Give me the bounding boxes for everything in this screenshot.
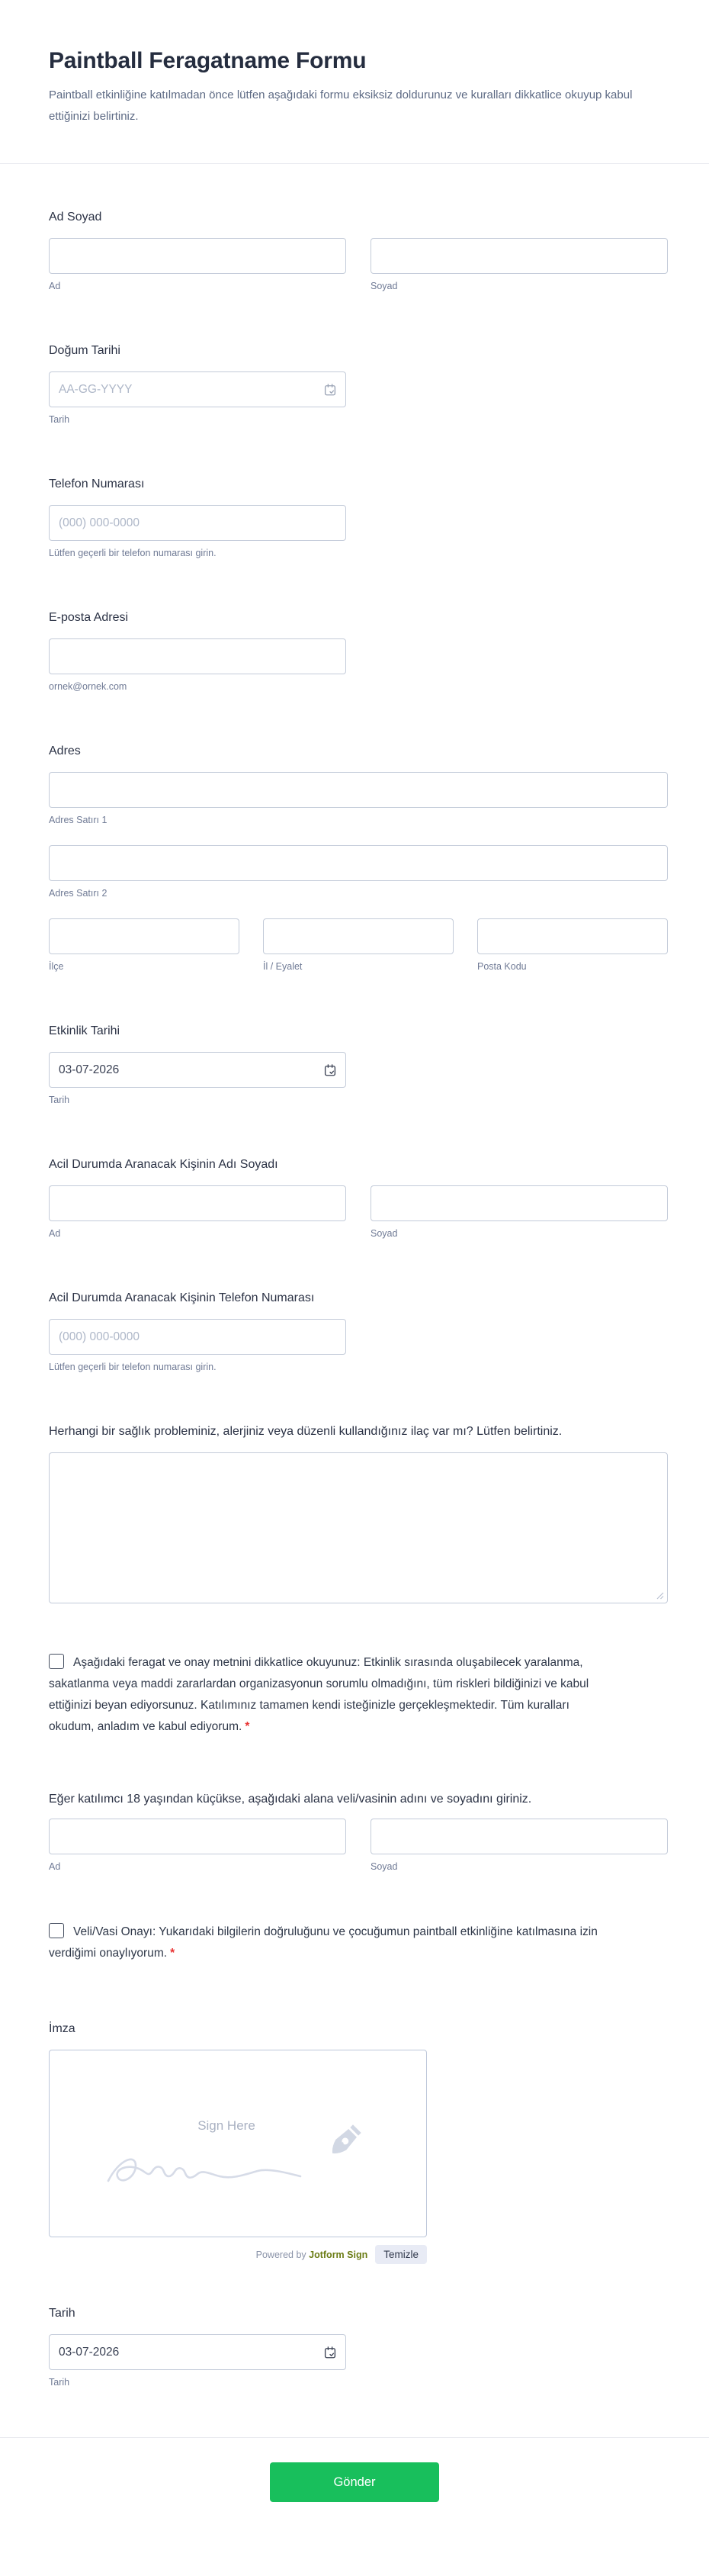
guardian-first-name-input[interactable] <box>49 1819 346 1854</box>
form-subtitle: Paintball etkinliğine katılmadan önce lütfen aşağıdaki formu eksiksiz doldurunuz ve kuralları dikkatlice okuyup kabul ettiğinizi belirtiniz. <box>49 88 633 123</box>
waiver-consent-text: Aşağıdaki feragat ve onay metnini dikkatlice okuyunuz: Etkinlik sırasında oluşabilecek yaralanma, sakatlanma veya maddi zararlardan organizasyonun sorumlu olmadığını, tüm riskleri bildiğinizi ve kabul ettiğinizi beyan ediyorsunuz. Katılımınız tamamen kendi isteğinizle gerçekleşmektedir. Tüm kuralları okudum, anladım ve kabul ediyorum. <box>49 1656 589 1733</box>
last-name-sublabel: Soyad <box>371 281 398 291</box>
address-line2-sublabel: Adres Satırı 2 <box>49 888 107 899</box>
address-label: Adres <box>49 744 81 757</box>
emergency-last-name-input[interactable] <box>371 1185 668 1221</box>
guardian-name-label: Eğer katılımcı 18 yaşından küçükse, aşağıdaki alana veli/vasinin adını ve soyadını giriniz. <box>49 1793 532 1806</box>
field-email <box>49 608 668 693</box>
pen-nib-icon <box>328 2123 363 2158</box>
email-input[interactable] <box>49 638 346 674</box>
field-birth-date <box>49 341 668 426</box>
form-footer <box>0 2438 709 2540</box>
guardian-consent-text: Veli/Vasi Onayı: Yukarıdaki bilgilerin doğruluğunu ve çocuğumun paintball etkinliğine katılmasına izin verdiğimi onaylıyorum. <box>49 1925 598 1960</box>
calendar-icon[interactable] <box>323 1063 337 1077</box>
waiver-consent-checkbox[interactable] <box>49 1654 64 1669</box>
last-name-input[interactable] <box>371 238 668 274</box>
email-label: E-posta Adresi <box>49 611 129 624</box>
event-date-input[interactable] <box>49 1052 346 1088</box>
event-date-label: Etkinlik Tarihi <box>49 1024 120 1037</box>
field-phone <box>49 474 668 559</box>
emergency-first-name-input[interactable] <box>49 1185 346 1221</box>
field-health <box>49 1422 668 1603</box>
powered-by-text: Powered by Jotform Sign <box>255 2249 368 2260</box>
waiver-consent <box>49 1652 617 1738</box>
address-line2-input[interactable] <box>49 845 668 881</box>
health-label: Herhangi bir sağlık probleminiz, alerjiniz veya düzenli kullandığınız ilaç var mı? Lütfen belirtiniz. <box>49 1425 563 1438</box>
required-asterisk: * <box>245 1720 250 1733</box>
guardian-last-name-sublabel: Soyad <box>371 1861 398 1872</box>
address-zip-input[interactable] <box>477 918 668 954</box>
date-sublabel: Tarih <box>49 2377 70 2388</box>
emergency-first-name-sublabel: Ad <box>49 1228 61 1239</box>
birth-date-label: Doğum Tarihi <box>49 344 120 357</box>
resize-handle-icon[interactable] <box>656 1590 664 1598</box>
field-emergency-phone <box>49 1288 668 1373</box>
emergency-phone-label: Acil Durumda Aranacak Kişinin Telefon Numarası <box>49 1291 315 1304</box>
field-date <box>49 2304 668 2388</box>
full-name-label: Ad Soyad <box>49 211 102 224</box>
guardian-first-name-sublabel: Ad <box>49 1861 61 1872</box>
emergency-phone-sublabel: Lütfen geçerli bir telefon numarası girin. <box>49 1362 217 1372</box>
phone-sublabel: Lütfen geçerli bir telefon numarası girin. <box>49 548 217 558</box>
form-header <box>0 0 709 127</box>
address-state-sublabel: İl / Eyalet <box>263 961 303 972</box>
first-name-sublabel: Ad <box>49 281 61 291</box>
phone-label: Telefon Numarası <box>49 478 145 490</box>
field-event-date <box>49 1021 668 1106</box>
required-asterisk: * <box>170 1947 175 1960</box>
signature-label: İmza <box>49 2022 75 2035</box>
field-guardian-name <box>49 1790 668 1873</box>
jotform-sign-brand: Jotform Sign <box>309 2249 368 2260</box>
address-line1-input[interactable] <box>49 772 668 808</box>
signature-clear-button[interactable]: Temizle <box>375 2245 427 2264</box>
address-city-input[interactable] <box>49 918 239 954</box>
first-name-input[interactable] <box>49 238 346 274</box>
calendar-icon[interactable] <box>323 383 337 397</box>
email-sublabel: ornek@ornek.com <box>49 681 127 692</box>
calendar-icon[interactable] <box>323 2346 337 2359</box>
field-full-name <box>49 207 668 292</box>
field-signature <box>49 2019 668 2264</box>
date-label: Tarih <box>49 2307 75 2320</box>
event-date-sublabel: Tarih <box>49 1095 70 1105</box>
field-emergency-name <box>49 1155 668 1240</box>
birth-date-input[interactable] <box>49 371 346 407</box>
health-textarea[interactable] <box>49 1452 668 1603</box>
date-input[interactable] <box>49 2334 346 2370</box>
address-zip-sublabel: Posta Kodu <box>477 961 527 972</box>
guardian-consent-checkbox[interactable] <box>49 1923 64 1938</box>
guardian-last-name-input[interactable] <box>371 1819 668 1854</box>
field-address <box>49 741 668 973</box>
phone-input[interactable] <box>49 505 346 541</box>
emergency-name-label: Acil Durumda Aranacak Kişinin Adı Soyadı <box>49 1158 278 1171</box>
emergency-last-name-sublabel: Soyad <box>371 1228 398 1239</box>
birth-date-sublabel: Tarih <box>49 414 70 425</box>
address-city-sublabel: İlçe <box>49 961 64 972</box>
address-line1-sublabel: Adres Satırı 1 <box>49 815 107 825</box>
sign-here-text: Sign Here <box>197 2118 255 2133</box>
guardian-consent <box>49 1922 605 1964</box>
address-state-input[interactable] <box>263 918 454 954</box>
signature-squiggle <box>105 2143 334 2187</box>
page-title: Paintball Feragatname Formu <box>49 48 367 73</box>
submit-button[interactable]: Gönder <box>270 2462 439 2502</box>
signature-pad[interactable] <box>49 2050 427 2237</box>
emergency-phone-input[interactable] <box>49 1319 346 1355</box>
